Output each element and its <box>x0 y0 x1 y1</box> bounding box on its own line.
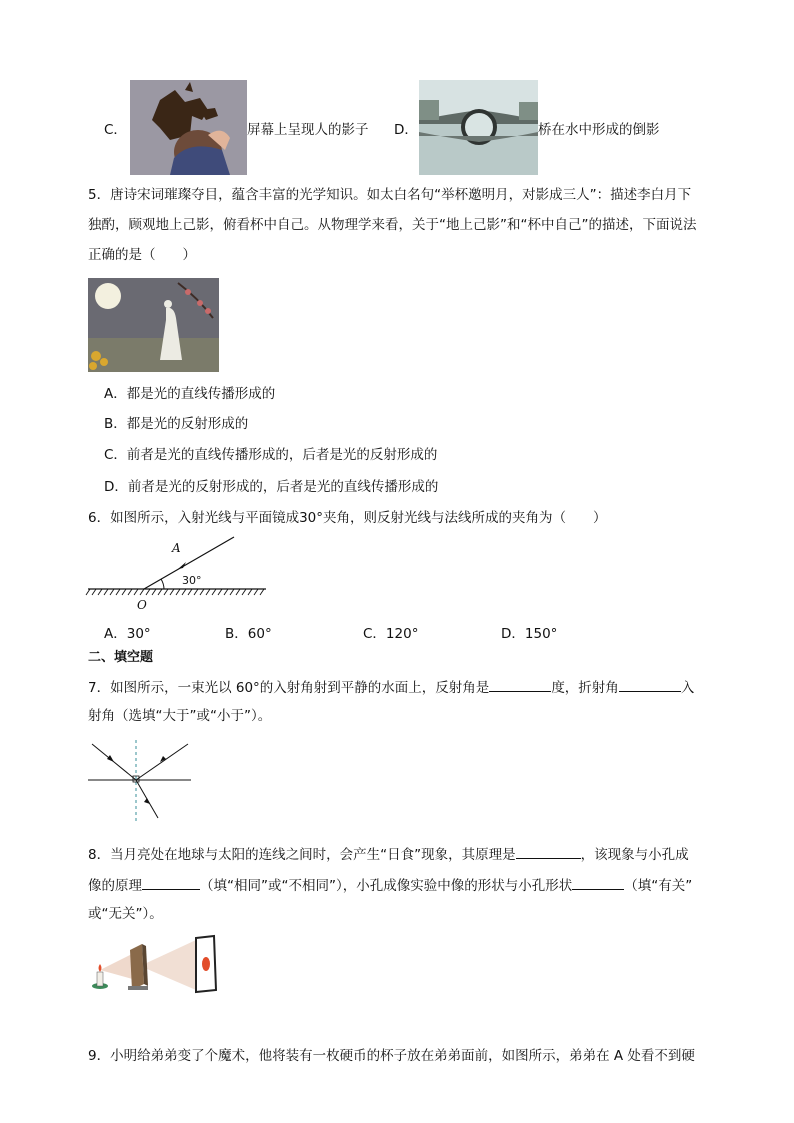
q5-line-3: 正确的是（ ） <box>88 247 196 263</box>
q8-part-2: ，该现象与小孔成 <box>580 847 689 863</box>
option-d-text: 桥在水中形成的倒影 <box>538 122 660 138</box>
q8-part-5: （填“有关” <box>624 878 693 894</box>
q8-part-3: 像的原理 <box>88 878 142 894</box>
q7-blank-refraction-compare[interactable] <box>619 676 681 692</box>
q8-line-1 <box>88 843 689 865</box>
option-c-label: C． <box>104 122 127 138</box>
q5-option-a: A．都是光的直线传播形成的 <box>104 386 276 402</box>
q7-part-2: 度，折射角 <box>551 680 619 696</box>
q9-line-1: 9．小明给弟弟变了个魔术，他将装有一枚硬币的杯子放在弟弟面前，如图所示，弟弟在 A 处看不到硬 <box>88 1048 695 1064</box>
q6-option-d: D．150° <box>501 626 558 642</box>
q8-line-2 <box>88 874 692 896</box>
q7-part-3: 入 <box>680 680 695 696</box>
q8-line-3: 或“无关”）。 <box>88 906 163 922</box>
section-fill-in-heading: 二、填空题 <box>88 650 154 665</box>
q6-option-c: C．120° <box>363 626 419 642</box>
q7-line-1 <box>88 676 694 698</box>
q5-option-d: D．前者是光的反射形成的，后者是光的直线传播形成的 <box>104 479 439 495</box>
q5-option-b: B．都是光的反射形成的 <box>104 416 249 432</box>
option-d-label: D． <box>394 122 418 138</box>
q7-line-2: 射角（选填“大于”或“小于”）。 <box>88 708 272 724</box>
label-30-degrees: 30° <box>182 574 202 587</box>
label-o: O <box>137 598 147 612</box>
q8-part-1: 8．当月亮处在地球与太阳的连线之间时，会产生“日食”现象，其原理是 <box>88 847 516 863</box>
q8-blank-same-or-not[interactable] <box>142 874 200 890</box>
label-a: A <box>172 541 181 555</box>
q5-line-2: 独酌，顾观地上己影，俯看杯中自己。从物理学来看，关于“地上己影”和“杯中自己”的描述，下面说法 <box>88 217 697 233</box>
pinhole-camera-image <box>88 936 220 992</box>
mirror-diagram <box>86 535 271 613</box>
q6-option-b: B．60° <box>225 626 272 642</box>
q8-blank-principle[interactable] <box>516 843 581 859</box>
q5-line-1: 5．唐诗宋词璀璨夺目，蕴含丰富的光学知识。如太白名句“举杯邀明月，对影成三人”：描述李白月下 <box>88 187 692 203</box>
q5-option-c: C．前者是光的直线传播形成的，后者是光的反射形成的 <box>104 447 438 463</box>
bridge-reflection-image <box>419 80 538 175</box>
q8-blank-related[interactable] <box>572 874 624 890</box>
refraction-diagram <box>86 740 194 824</box>
li-bai-moon-image <box>88 278 219 372</box>
shadow-play-image <box>130 80 247 175</box>
q6-option-a: A．30° <box>104 626 151 642</box>
q7-part-1: 7．如图所示，一束光以 60°的入射角射到平静的水面上，反射角是 <box>88 680 490 696</box>
q6-stem: 6．如图所示，入射光线与平面镜成30°夹角，则反射光线与法线所成的夹角为（ ） <box>88 510 607 526</box>
option-c-text: 屏幕上呈现人的影子 <box>247 122 369 138</box>
q8-part-4: （填“相同”或“不相同”），小孔成像实验中像的形状与小孔形状 <box>200 878 573 894</box>
q7-blank-reflection-angle[interactable] <box>489 676 551 692</box>
